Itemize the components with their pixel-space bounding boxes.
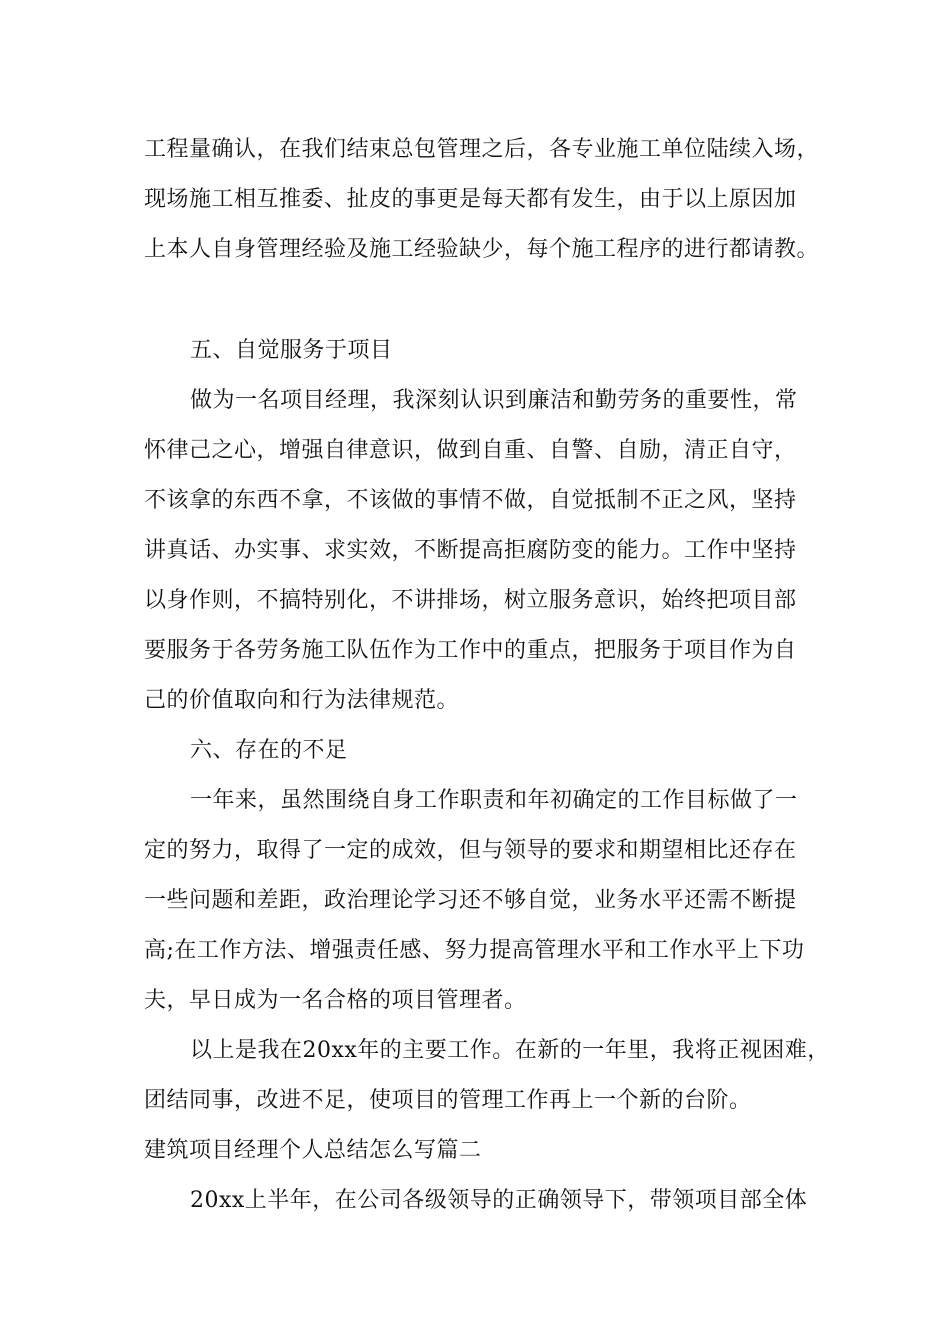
paragraph-line: 以身作则，不搞特别化，不讲排场，树立服务意识，始终把项目部 bbox=[144, 588, 797, 613]
paragraph-line: 要服务于各劳务施工队伍作为工作中的重点，把服务于项目作为自 bbox=[144, 638, 797, 663]
paragraph-line: 工程量确认，在我们结束总包管理之后，各专业施工单位陆续入场， bbox=[144, 137, 820, 162]
paragraph-line: 不该拿的东西不拿，不该做的事情不做，自觉抵制不正之风，坚持 bbox=[144, 488, 797, 513]
paragraph-line: 讲真话、办实事、求实效，不断提高拒腐防变的能力。工作中坚持 bbox=[144, 538, 797, 563]
paragraph-line: 一年来，虽然围绕自身工作职责和年初确定的工作目标做了一 bbox=[190, 788, 798, 813]
section-heading: 六、存在的不足 bbox=[190, 738, 348, 763]
paragraph-line: 20xx上半年，在公司各级领导的正确领导下，带领项目部全体 bbox=[190, 1188, 808, 1213]
paragraph-line: 上本人自身管理经验及施工经验缺少，每个施工程序的进行都请教。 bbox=[144, 237, 820, 262]
paragraph-line: 定的努力，取得了一定的成效，但与领导的要求和期望相比还存在 bbox=[144, 838, 797, 863]
paragraph-line: 以上是我在20xx年的主要工作。在新的一年里，我将正视困难， bbox=[190, 1038, 830, 1063]
paragraph-line: 团结同事，改进不足，使项目的管理工作再上一个新的台阶。 bbox=[144, 1088, 752, 1113]
paragraph-line: 高;在工作方法、增强责任感、努力提高管理水平和工作水平上下功 bbox=[144, 938, 805, 963]
section-heading: 五、自觉服务于项目 bbox=[190, 338, 393, 363]
paragraph-line: 怀律己之心，增强自律意识，做到自重、自警、自励，清正自守， bbox=[144, 438, 797, 463]
paragraph-line: 做为一名项目经理，我深刻认识到廉洁和勤劳务的重要性，常 bbox=[190, 388, 798, 413]
paragraph-line: 一些问题和差距，政治理论学习还不够自觉，业务水平还需不断提 bbox=[144, 888, 797, 913]
paragraph-line: 夫，早日成为一名合格的项目管理者。 bbox=[144, 988, 527, 1013]
article-title: 建筑项目经理个人总结怎么写篇二 bbox=[144, 1138, 482, 1163]
paragraph-line: 己的价值取向和行为法律规范。 bbox=[144, 688, 460, 713]
paragraph-line: 现场施工相互推委、扯皮的事更是每天都有发生，由于以上原因加 bbox=[144, 187, 797, 212]
